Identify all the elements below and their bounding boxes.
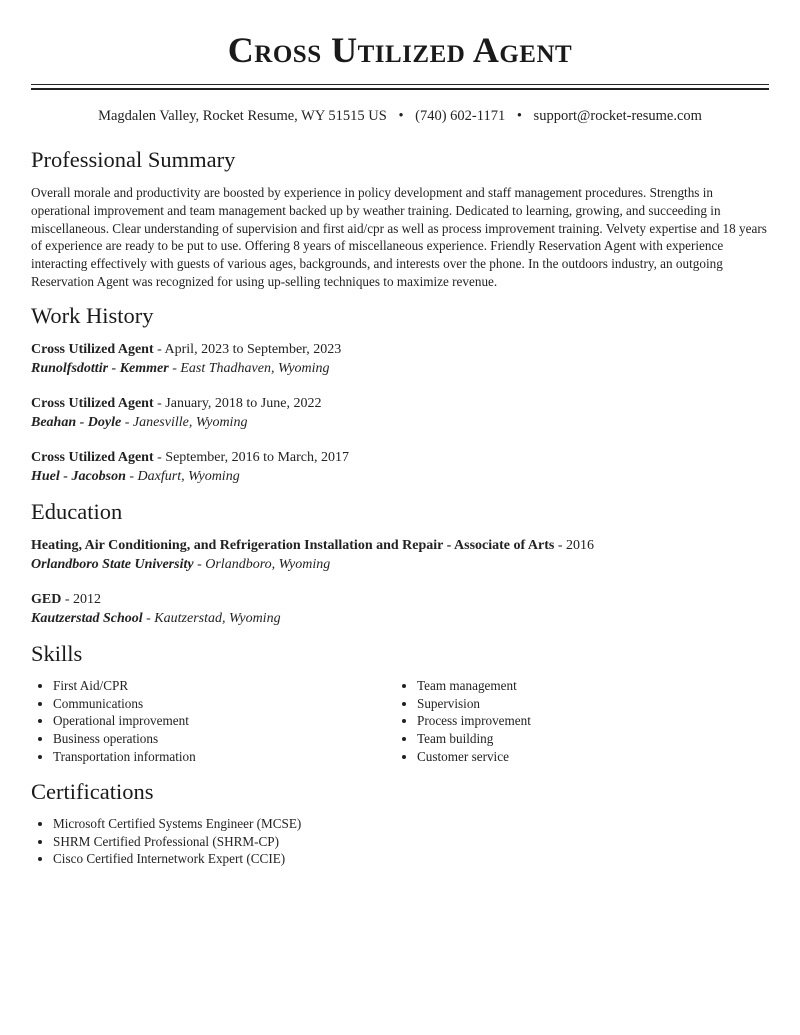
job-company-line (31, 413, 769, 432)
skill-item: • Communications (53, 695, 395, 713)
skill-item: • Team building (417, 730, 759, 748)
certification-item: • Cisco Certified Internetwork Expert (CCIE) (53, 850, 769, 868)
skill-item: • Team management (417, 677, 759, 695)
education-entry (31, 590, 769, 628)
school-line (31, 555, 769, 574)
certifications-section (31, 778, 769, 868)
summary-section (31, 146, 769, 291)
job-company: Huel - Jacobson (31, 468, 126, 484)
job-entry (31, 340, 769, 378)
job-entry (31, 394, 769, 432)
skills-columns (31, 677, 769, 766)
skill-item: • Customer service (417, 748, 759, 766)
skills-section (31, 640, 769, 766)
skill-item: • Business operations (53, 730, 395, 748)
education-entry (31, 536, 769, 574)
degree-year: - 2012 (61, 591, 102, 607)
work-history-section (31, 302, 769, 486)
degree-year: - 2016 (554, 537, 595, 553)
skill-item: • Supervision (417, 695, 759, 713)
candidate-name: Cross Utilized Agent (227, 30, 573, 70)
contact-line (31, 106, 769, 126)
school-location: - Orlandboro, Wyoming (193, 556, 331, 572)
job-title: Cross Utilized Agent (31, 341, 154, 357)
contact-separator: • (516, 108, 522, 124)
job-company: Runolfsdottir - Kemmer (31, 360, 169, 376)
certification-item: • Microsoft Certified Systems Engineer (MCSE) (53, 815, 769, 833)
degree-title: GED (31, 591, 62, 607)
degree-line (31, 590, 769, 609)
skill-item: • Transportation information (53, 748, 395, 766)
skills-list-right (395, 677, 759, 766)
job-title: Cross Utilized Agent (31, 395, 154, 411)
job-title-line (31, 448, 769, 467)
job-title-line (31, 340, 769, 359)
contact-email: support@rocket-resume.com (533, 108, 702, 124)
contact-phone: (740) 602-1171 (415, 108, 506, 124)
job-entry (31, 448, 769, 486)
header-divider (31, 84, 769, 90)
summary-heading: Professional Summary (31, 147, 236, 172)
skill-item: • Operational improvement (53, 712, 395, 730)
school-name: Orlandboro State University (31, 556, 194, 572)
skills-column-left (31, 677, 395, 766)
education-heading: Education (31, 498, 123, 524)
summary-text: Overall morale and productivity are boosted by experience in policy development and staff management procedures. Strengths in operational improvement and team management backed up by weather training. Dedicated to learning, growing, and succeeding in miscellaneous. Clear understanding of supervision and first aid/cpr as well as process improvement training. Velvety expertise and 18 years of experience are ready to be put to use. Offering 8 years of miscellaneous experience. Friendly Reservation Agent with experience interacting effectively with guests of various ages, backgrounds, and interests over the phone. In the outdoors industry, an outgoing Reservation Agent was recognized for using up-selling techniques to maximize revenue. (31, 185, 767, 289)
job-dates: - April, 2023 to September, 2023 (153, 341, 342, 357)
degree-title: Heating, Air Conditioning, and Refrigeration Installation and Repair - Associate of Arts (31, 537, 555, 553)
school-name: Kautzerstad School (31, 610, 143, 626)
job-location: - Daxfurt, Wyoming (125, 468, 240, 484)
job-dates: - January, 2018 to June, 2022 (153, 395, 322, 411)
certifications-list (31, 815, 769, 868)
certifications-heading: Certifications (31, 778, 154, 804)
contact-separator: • (398, 108, 404, 124)
job-company-line (31, 467, 769, 486)
skills-list-left (31, 677, 395, 766)
skill-item: • First Aid/CPR (53, 677, 395, 695)
skill-item: • Process improvement (417, 712, 759, 730)
job-company: Beahan - Doyle (31, 414, 122, 430)
education-section (31, 498, 769, 628)
job-location: - Janesville, Wyoming (121, 414, 248, 430)
job-dates: - September, 2016 to March, 2017 (153, 449, 350, 465)
work-history-heading: Work History (31, 302, 154, 328)
school-line (31, 609, 769, 628)
job-title: Cross Utilized Agent (31, 449, 154, 465)
skills-heading: Skills (31, 640, 83, 666)
certification-item: • SHRM Certified Professional (SHRM-CP) (53, 833, 769, 851)
resume-page (31, 0, 769, 868)
job-company-line (31, 359, 769, 378)
degree-line (31, 536, 769, 555)
job-location: - East Thadhaven, Wyoming (168, 360, 330, 376)
contact-address: Magdalen Valley, Rocket Resume, WY 51515 US (98, 108, 387, 124)
skills-column-right (395, 677, 759, 766)
job-title-line (31, 394, 769, 413)
school-location: - Kautzerstad, Wyoming (142, 610, 281, 626)
